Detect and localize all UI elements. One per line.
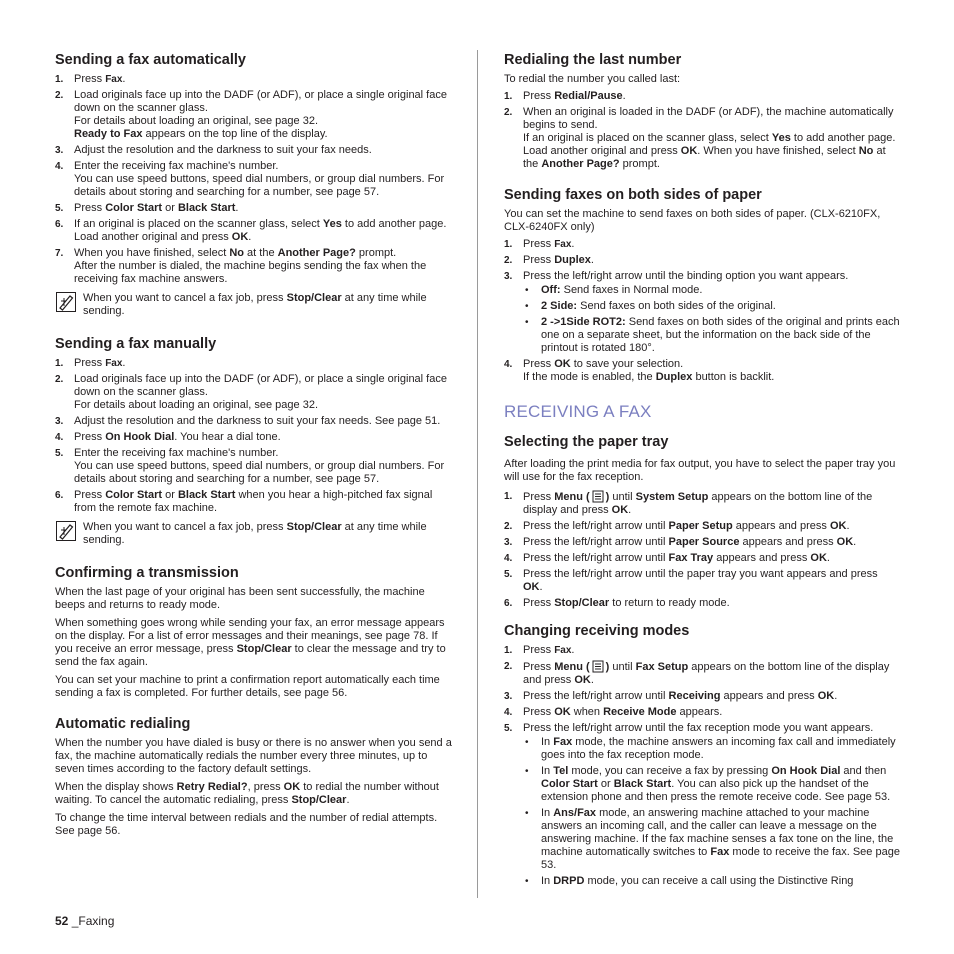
step: 2. Press the left/right arrow until Paper Setup appears and press OK.: [504, 520, 850, 532]
heading-paper-tray: Selecting the paper tray: [504, 434, 669, 450]
list-item: • 2 Side: Send faxes on both sides of the original.: [523, 300, 900, 313]
heading-receiving-modes: Changing receiving modes: [504, 623, 690, 639]
list-item: • In Tel mode, you can receive a fax by pressing On Hook Dial and then Color Start or Black Start. You can also pick up the handset of the extension phone and then press the remote receive code. See page 53.: [523, 765, 900, 804]
step: 3. Press the left/right arrow until Paper Source appears and press OK.: [504, 536, 857, 548]
paragraph: You can set your machine to print a confirmation report automatically each time sending a fax is completed. For further details, see page 56.: [55, 674, 440, 699]
step: 2. Press Duplex.: [504, 254, 594, 266]
step: 3. Adjust the resolution and the darkness to suit your fax needs. See page 51.: [55, 415, 441, 427]
step: 1. Press Fax.: [55, 73, 126, 85]
step: 4. Press OK when Receive Mode appears.: [504, 706, 723, 718]
step: 3. Adjust the resolution and the darkness to suit your fax needs.: [55, 144, 372, 156]
heading-redial-last: Redialing the last number: [504, 52, 682, 68]
note-cancel: When you want to cancel a fax job, press Stop/Clear at any time while sending.: [55, 521, 453, 549]
step: 2. Load originals face up into the DADF (or ADF), or place a single original face down on the scanner glass. For details about loading an original, see page 32. Ready to Fax appears on the top line of the display.: [55, 89, 447, 140]
section-receiving-modes: [504, 623, 900, 888]
step: 2. Load originals face up into the DADF (or ADF), or place a single original face down on the scanner glass. For details about loading an original, see page 32.: [55, 373, 447, 411]
column-divider: [477, 50, 478, 898]
step: 4. Enter the receiving fax machine's number. You can use speed buttons, speed dial numbers, or group dial numbers. For details about storing and searching for a number, see page 57.: [55, 160, 445, 198]
list-item: • In DRPD mode, you can receive a call using the Distinctive Ring: [523, 875, 900, 888]
paragraph: To redial the number you called last:: [504, 73, 681, 85]
paragraph: When something goes wrong while sending your fax, an error message appears on the display. For a list of error messages and their meanings, see page 78. If you receive an error message, press Stop/Clear to clear the message and try to send the fax again.: [55, 617, 446, 668]
section-paper-tray: [504, 434, 900, 610]
step: 3. Press the left/right arrow until Receiving appears and press OK.: [504, 690, 838, 702]
steps-both-sides: [504, 238, 900, 384]
steps-receiving-modes: [504, 644, 900, 888]
section-auto-redial: [55, 716, 453, 838]
step: 2. When an original is loaded in the DADF (or ADF), the machine automatically begins to send. If an original is placed on the scanner glass, select Yes to add another page. Load another original and press OK. When you have finished, select No at the Another Page? prompt.: [504, 106, 896, 170]
step: 5. Press Color Start or Black Start.: [55, 202, 239, 214]
mode-options: [523, 736, 900, 888]
paragraph: You can set the machine to send faxes on both sides of paper. (CLX-6210FX, CLX-6240FX only): [504, 208, 881, 233]
footer-section: _Faxing: [68, 914, 115, 928]
paragraph: When the display shows Retry Redial?, press OK to redial the number without waiting. To cancel the automatic redialing, press Stop/Clear.: [55, 781, 439, 806]
menu-icon: [592, 490, 604, 503]
steps-send-manual: [55, 357, 453, 515]
step: 4. Press the left/right arrow until Fax Tray appears and press OK.: [504, 552, 830, 564]
heading-both-sides: Sending faxes on both sides of paper: [504, 187, 762, 203]
note-pencil-icon: [56, 292, 76, 312]
list-item: • In Ans/Fax mode, an answering machine attached to your machine answers an incoming call, and the caller can leave a message on the answering machine. If the fax machine senses a fax tone on the line, the machine automatically switches to Fax mode to receive the fax. See page 53.: [523, 807, 900, 872]
step: 1. Press Redial/Pause.: [504, 90, 626, 102]
heading-send-auto: Sending a fax automatically: [55, 52, 246, 68]
steps-paper-tray: [504, 490, 900, 610]
left-column: [55, 50, 453, 843]
section-send-manual: [55, 336, 453, 549]
page-footer: [55, 914, 114, 928]
page-number: 52: [55, 914, 69, 928]
paragraph: When the last page of your original has been sent successfully, the machine beeps and returns to ready mode.: [55, 586, 425, 611]
step: 4. Press On Hook Dial. You hear a dial tone.: [55, 431, 281, 443]
paragraph: After loading the print media for fax output, you have to select the paper tray you will use for the fax reception.: [504, 458, 896, 483]
step: 5. Enter the receiving fax machine's number. You can use speed buttons, speed dial numbers, or group dial numbers. For details about storing and searching for a number, see page 57.: [55, 447, 445, 485]
steps-redial-last: [504, 90, 900, 171]
heading-confirm: Confirming a transmission: [55, 565, 239, 581]
chapter-heading-receiving: RECEIVING A FAX: [504, 402, 652, 421]
heading-auto-redial: Automatic redialing: [55, 716, 191, 732]
step: 1. Press Fax.: [504, 644, 575, 656]
section-confirm: [55, 565, 453, 700]
step: 5. Press the left/right arrow until the paper tray you want appears and press OK.: [504, 568, 878, 593]
binding-options: [523, 284, 900, 355]
step: 3. Press the left/right arrow until the binding option you want appears. • Off: Send faxes in Normal mode. • 2 Side: Send faxes on both sides of the original. • 2 ->1Side ROT2: Send faxes on both sides of the original and prints each one on a separate sheet, but the information on the back side of the printout is rotated 180°.: [504, 270, 900, 355]
step: 6. Press Color Start or Black Start when you hear a high-pitched fax signal from the remote fax machine.: [55, 489, 433, 514]
step: 6. If an original is placed on the scanner glass, select Yes to add another page. Load another original and press OK.: [55, 218, 447, 243]
section-both-sides: [504, 187, 900, 384]
step: 5. Press the left/right arrow until the fax reception mode you want appears. • In Fax mode, the machine answers an incoming fax call and immediately goes into the fax reception mode. • In Tel mode, you can receive a fax by pressing On Hook Dial and then Color Start or Black Start. You can also pick up the handset of the extension phone and then press the remote receive code. See page 53. • In Ans/Fax mode, an answering machine attached to your machine answers an incoming call, and the caller can leave a message on the answering machine. If the fax machine senses a fax tone on the line, the machine automatically switches to Fax mode to receive the fax. See page 53. • In DRPD mode, you can receive a call using the Distinctive Ring: [504, 722, 900, 888]
step: 1. Press Menu ( ) until System Setup appears on the bottom line of the display and press OK.: [504, 491, 873, 516]
list-item: • In Fax mode, the machine answers an incoming fax call and immediately goes into the fax reception mode.: [523, 736, 900, 762]
paragraph: When the number you have dialed is busy or there is no answer when you send a fax, the machine automatically redials the number every three minutes, up to seven times according to the factory default settings.: [55, 737, 452, 775]
step: 4. Press OK to save your selection. If the mode is enabled, the Duplex button is backlit.: [504, 358, 775, 383]
paragraph: To change the time interval between redials and the number of redial attempts. See page 56.: [55, 812, 438, 837]
section-send-auto: [55, 52, 453, 320]
list-item: • Off: Send faxes in Normal mode.: [523, 284, 900, 297]
list-item: • 2 ->1Side ROT2: Send faxes on both sides of the original and prints each one on a separate sheet, but the information on the back side of the printout is rotated 180°.: [523, 316, 900, 355]
note-pencil-icon: [56, 521, 76, 541]
step: 1. Press Fax.: [504, 238, 575, 250]
menu-icon: [592, 660, 604, 673]
step: 6. Press Stop/Clear to return to ready mode.: [504, 597, 730, 609]
step: 7. When you have finished, select No at the Another Page? prompt. After the number is dialed, the machine begins sending the fax when the receiving fax machine answers.: [55, 247, 427, 285]
right-column: [504, 50, 900, 891]
step: 1. Press Fax.: [55, 357, 126, 369]
steps-send-auto: [55, 73, 453, 286]
heading-send-manual: Sending a fax manually: [55, 336, 217, 352]
section-redial-last: [504, 52, 900, 171]
step: 2. Press Menu ( ) until Fax Setup appears on the bottom line of the display and press OK.: [504, 661, 890, 686]
note-cancel: When you want to cancel a fax job, press Stop/Clear at any time while sending.: [55, 292, 453, 320]
